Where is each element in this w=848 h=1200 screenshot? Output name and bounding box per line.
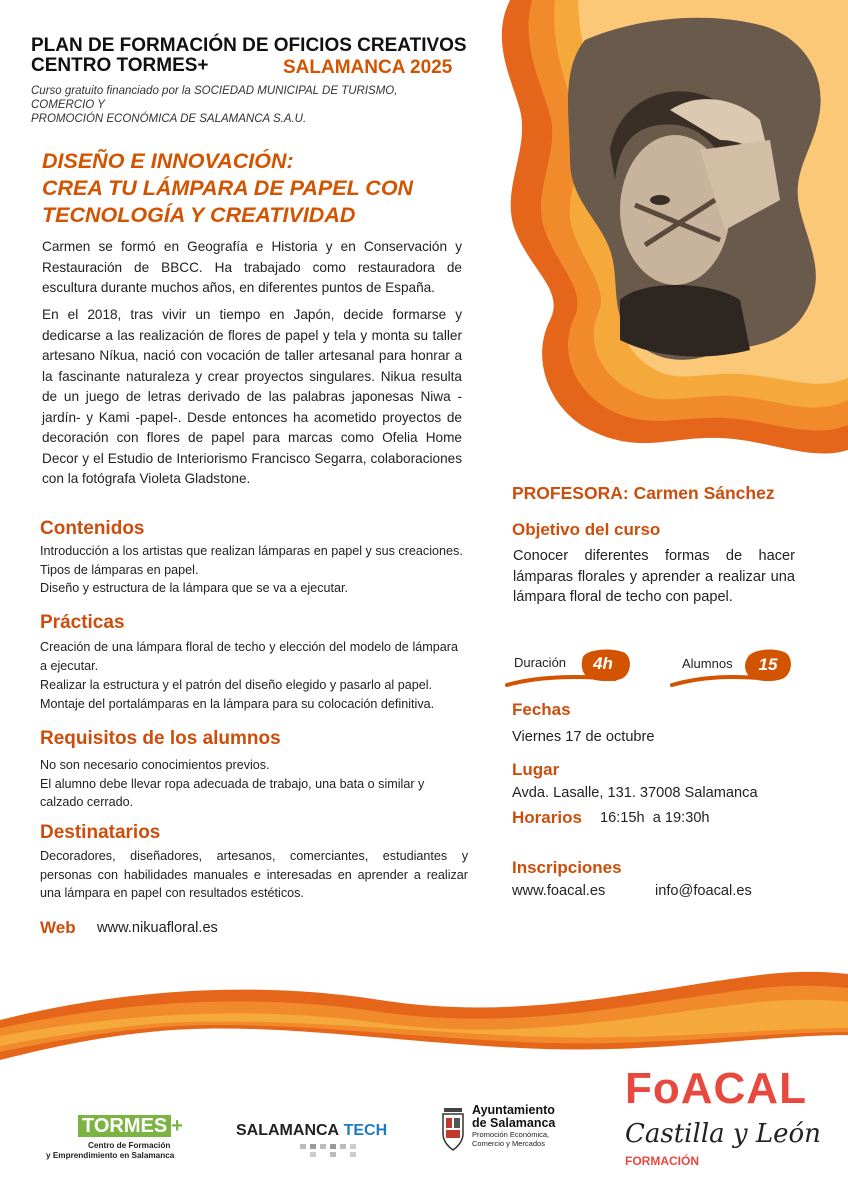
logo-ayto-line2: de Salamanca bbox=[472, 1116, 556, 1130]
course-title-line2: CREA TU LÁMPARA DE PAPEL CON bbox=[42, 176, 414, 200]
logo-foacal bbox=[625, 1066, 821, 1168]
list-item: Diseño y estructura de la lámpara que se va a ejecutar. bbox=[40, 581, 349, 595]
course-title-line1: DISEÑO E INNOVACIÓN: bbox=[42, 149, 294, 173]
course-title bbox=[42, 148, 413, 229]
alumnos-label: Alumnos bbox=[682, 656, 733, 671]
logo-ayto-line4: Comercio y Mercados bbox=[472, 1139, 545, 1148]
lugar-heading: Lugar bbox=[512, 760, 560, 779]
contenidos-list bbox=[40, 542, 470, 598]
header-subtitle-line2: PROMOCIÓN ECONÓMICA DE SALAMANCA S.A.U. bbox=[31, 113, 307, 125]
logo-tormes-line2: y Emprendimiento en Salamanca bbox=[46, 1151, 175, 1160]
contenidos-heading: Contenidos bbox=[40, 518, 145, 539]
inscripciones-heading: Inscripciones bbox=[512, 858, 622, 877]
logo-salamanca-tech-pixels bbox=[236, 1142, 386, 1160]
header-subtitle-line1: Curso gratuito financiado por la SOCIEDAD MUNICIPAL DE TURISMO, COMERCIO Y bbox=[31, 85, 398, 111]
horarios-value: 16:15h a 19:30h bbox=[600, 810, 710, 826]
logo-salamanca-tech bbox=[236, 1122, 387, 1160]
list-item: Realizar la estructura y el patrón del diseño elegido y pasarlo al papel. bbox=[40, 678, 433, 692]
practicas-text: Creación de una lámpara floral de techo y elección del modelo de lámpara a ejecutar. bbox=[40, 640, 458, 673]
destinatarios-text: Decoradores, diseñadores, artesanos, comerciantes, estudiantes y personas con habilidades manuales e interesadas en aprender a realizar una lámpara en papel con resultados estéticos. bbox=[40, 849, 468, 900]
logo-foacal-a: FoACAL bbox=[625, 1064, 807, 1113]
lugar-value: Avda. Lasalle, 131. 37008 Salamanca bbox=[512, 785, 758, 801]
bio-paragraph-2: En el 2018, tras vivir un tiempo en Japón, decide formarse y dedicarse a las realización de flores de papel y tela y monta su taller artesano Níkua, nació con vocación de taller artesanal para honrar a la fascinante naturaleza y crear proyectos singulares. Nikua resulta de un juego de letras derivado de las palabras japonesas Niwa - jardín- y Kami -papel-. Desde entonces ha acometido proyectos de decoración con flores de papel para marcas como Ofelia Home Decor y el Estudio de Interiorismo Francisco Segarra, colaboraciones con la fotógrafa Violeta Gladstone. bbox=[42, 307, 462, 486]
alumnos-value: 15 bbox=[758, 655, 778, 674]
duracion-label: Duración bbox=[514, 655, 567, 670]
objetivo-text: Conocer diferentes formas de hacer lámparas florales y aprender a realizar una lámpara floral de techo con papel. bbox=[513, 548, 795, 605]
inscripciones-web[interactable]: www.foacal.es bbox=[512, 883, 606, 899]
practicas-heading: Prácticas bbox=[40, 612, 125, 633]
decorative-paper-layers bbox=[470, 0, 848, 470]
objetivo-heading: Objetivo del curso bbox=[512, 520, 661, 539]
practicas-list bbox=[40, 676, 470, 713]
logo-tormes-box: TORMES bbox=[78, 1115, 171, 1137]
logo-ayuntamiento bbox=[440, 1104, 555, 1148]
bio-paragraph-1: Carmen se formó en Geografía e Historia y en Conservación y Restauración de BBCC. Ha trabajado como restauradora de escultura durante muchos años, en diferentes puntos de España. bbox=[42, 239, 462, 295]
profesora-label: PROFESORA: bbox=[512, 483, 629, 503]
logo-foacal-b: Castilla y León bbox=[625, 1119, 821, 1149]
requisitos-list bbox=[40, 756, 460, 812]
web-label: Web bbox=[40, 918, 76, 937]
list-item: Introducción a los artistas que realizan lámparas en papel y sus creaciones. bbox=[40, 544, 463, 558]
logo-salamanca-tech-b: TECH bbox=[343, 1122, 388, 1139]
inscripciones-email[interactable]: info@foacal.es bbox=[655, 883, 752, 899]
web-link[interactable]: www.nikuafloral.es bbox=[97, 920, 218, 936]
list-item: Montaje del portalámparas en la lámpara para su colocación definitiva. bbox=[40, 696, 435, 711]
decorative-bottom-wave bbox=[0, 960, 848, 1070]
horarios-heading: Horarios bbox=[512, 808, 582, 827]
profesora bbox=[512, 483, 775, 504]
fechas-value: Viernes 17 de octubre bbox=[512, 729, 655, 745]
header-title-line1: PLAN DE FORMACIÓN DE OFICIOS CREATIVOS bbox=[31, 35, 467, 56]
logo-ayto-line1: Ayuntamiento bbox=[472, 1103, 555, 1117]
profesora-name: Carmen Sánchez bbox=[633, 483, 775, 503]
list-item: Tipos de lámparas en papel. bbox=[40, 562, 199, 577]
logo-salamanca-tech-a: SALAMANCA bbox=[236, 1122, 340, 1139]
destinatarios-heading: Destinatarios bbox=[40, 822, 161, 843]
header-subtitle bbox=[31, 84, 461, 126]
requisitos-heading: Requisitos de los alumnos bbox=[40, 728, 281, 749]
list-item: No son necesario conocimientos previos. bbox=[40, 758, 270, 772]
logo-tormes-line1: Centro de Formación bbox=[88, 1141, 171, 1150]
logo-ayto-line3: Promoción Económica, bbox=[472, 1130, 550, 1139]
header-city-year: SALAMANCA 2025 bbox=[283, 57, 453, 78]
logo-tormes-plus: + bbox=[171, 1115, 183, 1137]
logo-foacal-c: FORMACIÓN bbox=[625, 1154, 699, 1168]
duracion-value: 4h bbox=[593, 654, 613, 673]
header-title-line2: CENTRO TORMES+ bbox=[31, 55, 209, 76]
list-item: El alumno debe llevar ropa adecuada de trabajo, una bata o similar y calzado cerrado. bbox=[40, 776, 425, 809]
course-title-line3: TECNOLOGÍA Y CREATIVIDAD bbox=[42, 203, 356, 227]
fechas-heading: Fechas bbox=[512, 700, 571, 719]
logo-tormes bbox=[46, 1115, 183, 1161]
coat-of-arms-icon bbox=[440, 1104, 466, 1152]
